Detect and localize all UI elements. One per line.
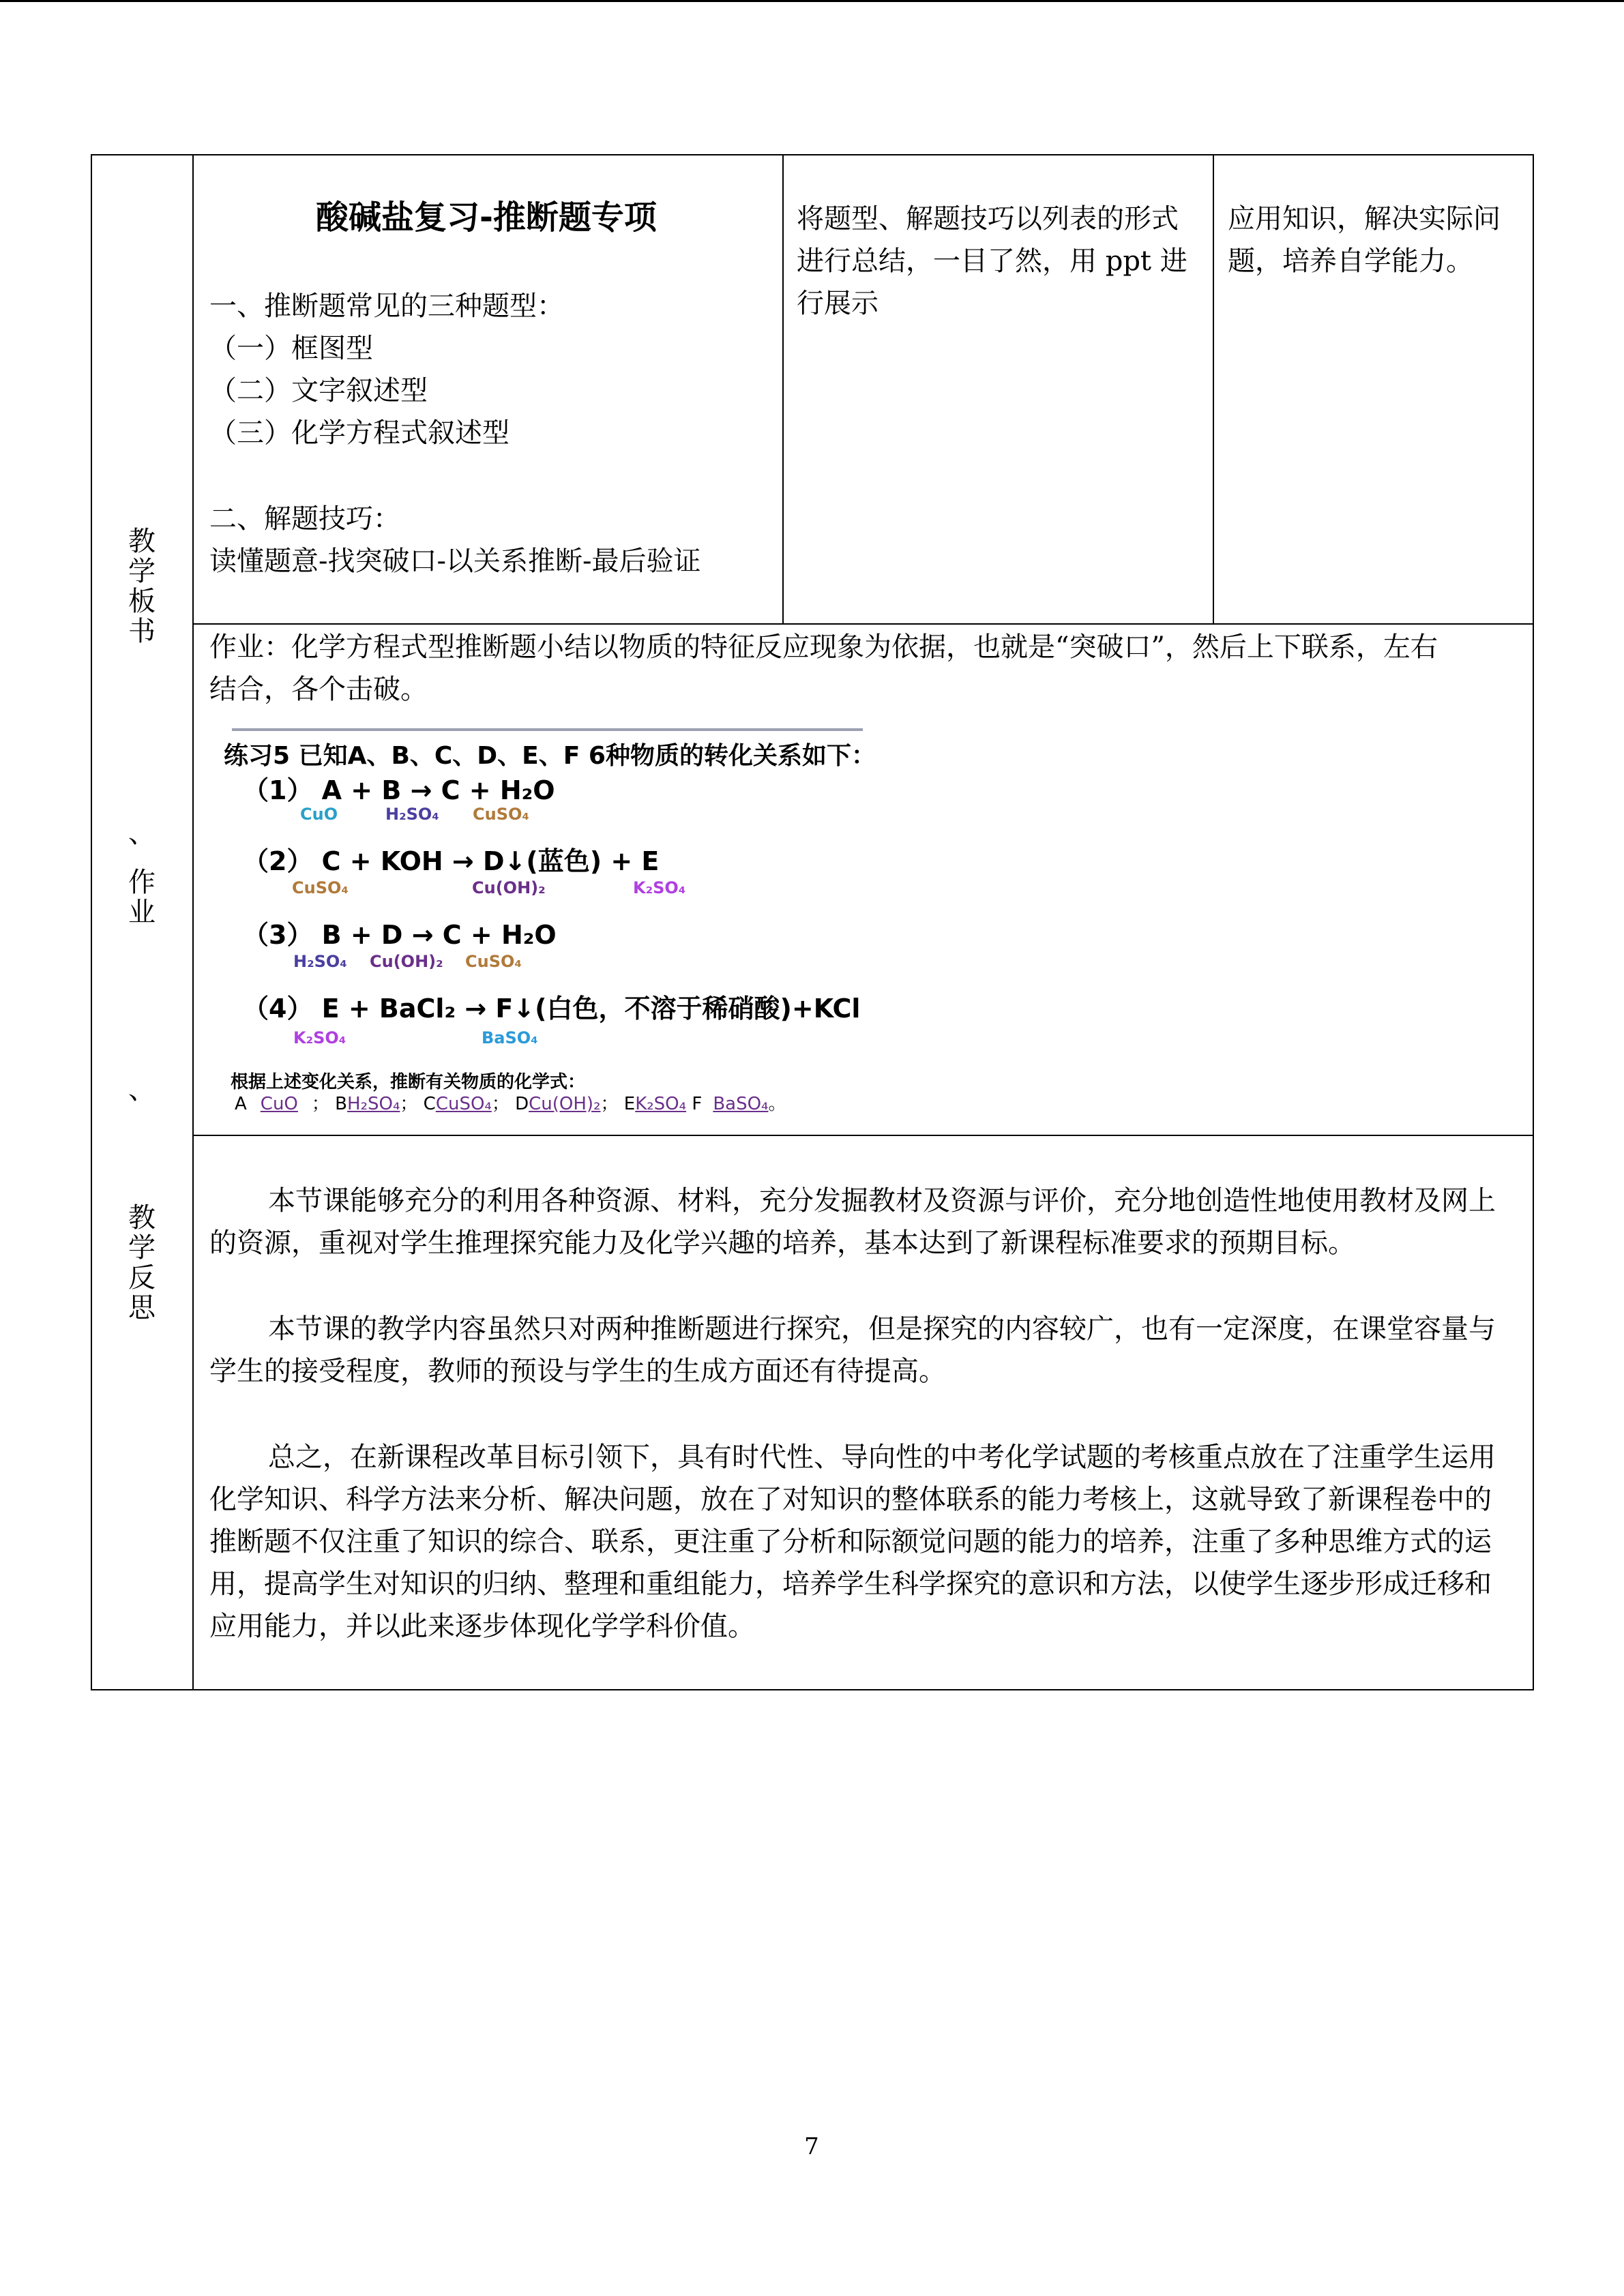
eq1-label-c: CuSO₄ (473, 805, 529, 824)
eq4-label-e: K₂SO₄ (293, 1028, 346, 1047)
eq2-label-d: Cu(OH)₂ (472, 878, 546, 897)
exercise-answers: A CuO ； BH₂SO₄； CCuSO₄； DCu(OH)₂； EK₂SO₄ F BaSO₄。 (235, 1094, 786, 1114)
answer-f: BaSO₄ (713, 1094, 769, 1114)
eq2-label-c: CuSO₄ (292, 878, 349, 897)
side-label-char: 作 (128, 867, 156, 898)
section1-item: （三）化学方程式叙述型 (209, 417, 510, 449)
row-divider-1 (192, 623, 1534, 625)
side-label-char: 板 (128, 586, 156, 617)
side-label-char: 业 (128, 897, 156, 928)
page-top-border (0, 0, 1624, 2)
equation-4: （4） E + BaCl₂ → F↓(白色，不溶于稀硝酸)+KCl (243, 994, 861, 1024)
side-label-char: 、 (128, 1074, 156, 1105)
label-column-divider (192, 154, 194, 1690)
side-label-reflection (121, 1203, 162, 1323)
answer-c: CuSO₄ (435, 1094, 492, 1114)
side-label-char: 书 (128, 616, 156, 647)
page-number: 7 (804, 2133, 819, 2160)
reflection-paragraph-3: 总之，在新课程改革目标引领下，具有时代性、导向性的中考化学试题的考核重点放在了注重学生运用化学知识、科学方法来分析、解决问题，放在了对知识的整体联系的能力考核上，这就导致了新课程卷中的推断题不仅注重了知识的综合、联系，更注重了分析和际额觉问题的能力的培养，注重了多种思维方式的运用，提高学生对知识的归纳、整理和重组能力，培养学生科学探究的意识和方法，以使学生逐步形成迁移和应用能力，并以此来逐步体现化学学科价值。 (209, 1442, 1496, 1642)
section1-item: （二）文字叙述型 (209, 375, 428, 406)
board-col-divider-2 (1213, 154, 1214, 625)
section1-item: （一）框图型 (209, 333, 373, 364)
equation-2: （2） C + KOH → D↓(蓝色) + E (243, 846, 660, 876)
reflection-paragraph-2: 本节课的教学内容虽然只对两种推断题进行探究，但是探究的内容较广，也有一定深度，在课堂容量与学生的接受程度，教师的预设与学生的生成方面还有待提高。 (209, 1313, 1496, 1387)
side-label-char: 学 (128, 1232, 156, 1264)
answer-e: K₂SO₄ (635, 1094, 687, 1114)
eq2-label-e: K₂SO₄ (633, 878, 686, 897)
answer-d: Cu(OH)₂ (529, 1094, 601, 1114)
section1-heading: 一、推断题常见的三种题型： (209, 290, 564, 322)
eq1-label-b: H₂SO₄ (385, 805, 439, 824)
eq4-label-f: BaSO₄ (482, 1028, 538, 1047)
side-label-homework (121, 818, 162, 927)
section2-text: 读懂题意-找突破口-以关系推断-最后验证 (209, 546, 701, 577)
homework-intro-cont: 结合，各个击破。 (209, 674, 428, 705)
side-label-char: 、 (128, 818, 156, 849)
board-title: 酸碱盐复习-推断题专项 (316, 198, 657, 237)
exercise-heading: 练习5 已知A、B、C、D、E、F 6种物质的转化关系如下： (224, 742, 876, 770)
eq3-label-d: Cu(OH)₂ (370, 952, 443, 971)
answer-a: CuO (260, 1094, 298, 1114)
homework-intro: 作业：化学方程式型推断题小结以物质的特征反应现象为依据，也就是“突破口”，然后上下联系，左右 (209, 631, 1438, 663)
side-label-char: 教 (128, 1202, 156, 1234)
row-divider-2 (192, 1135, 1534, 1136)
eq3-label-c: CuSO₄ (465, 952, 522, 971)
board-col-divider-1 (782, 154, 784, 625)
answer-b: H₂SO₄ (347, 1094, 400, 1114)
exercise-question: 根据上述变化关系，推断有关物质的化学式： (231, 1072, 586, 1092)
side-label-char: 学 (128, 556, 156, 587)
side-label-char: 教 (128, 526, 156, 557)
side-label-comma (121, 1075, 162, 1105)
exercise-image (218, 724, 887, 1120)
eq3-label-b: H₂SO₄ (293, 952, 347, 971)
exercise-top-rule (232, 728, 863, 731)
side-label-char: 思 (128, 1292, 156, 1324)
side-label-char: 反 (128, 1262, 156, 1294)
side-label-board (121, 526, 162, 646)
method-description: 将题型、解题技巧以列表的形式进行总结，一目了然，用 ppt 进行展示 (797, 203, 1187, 319)
reflection-paragraph-1: 本节课能够充分的利用各种资源、材料，充分发掘教材及资源与评价，充分地创造性地使用教材及网上的资源，重视对学生推理探究能力及化学兴趣的培养，基本达到了新课程标准要求的预期目标。 (209, 1185, 1496, 1259)
equation-3: （3） B + D → C + H₂O (243, 920, 557, 950)
goal-description: 应用知识，解决实际问题，培养自学能力。 (1228, 203, 1501, 277)
eq1-label-a: CuO (300, 805, 338, 824)
equation-1: （1） A + B → C + H₂O (243, 775, 555, 805)
section2-heading: 二、解题技巧： (209, 503, 400, 535)
